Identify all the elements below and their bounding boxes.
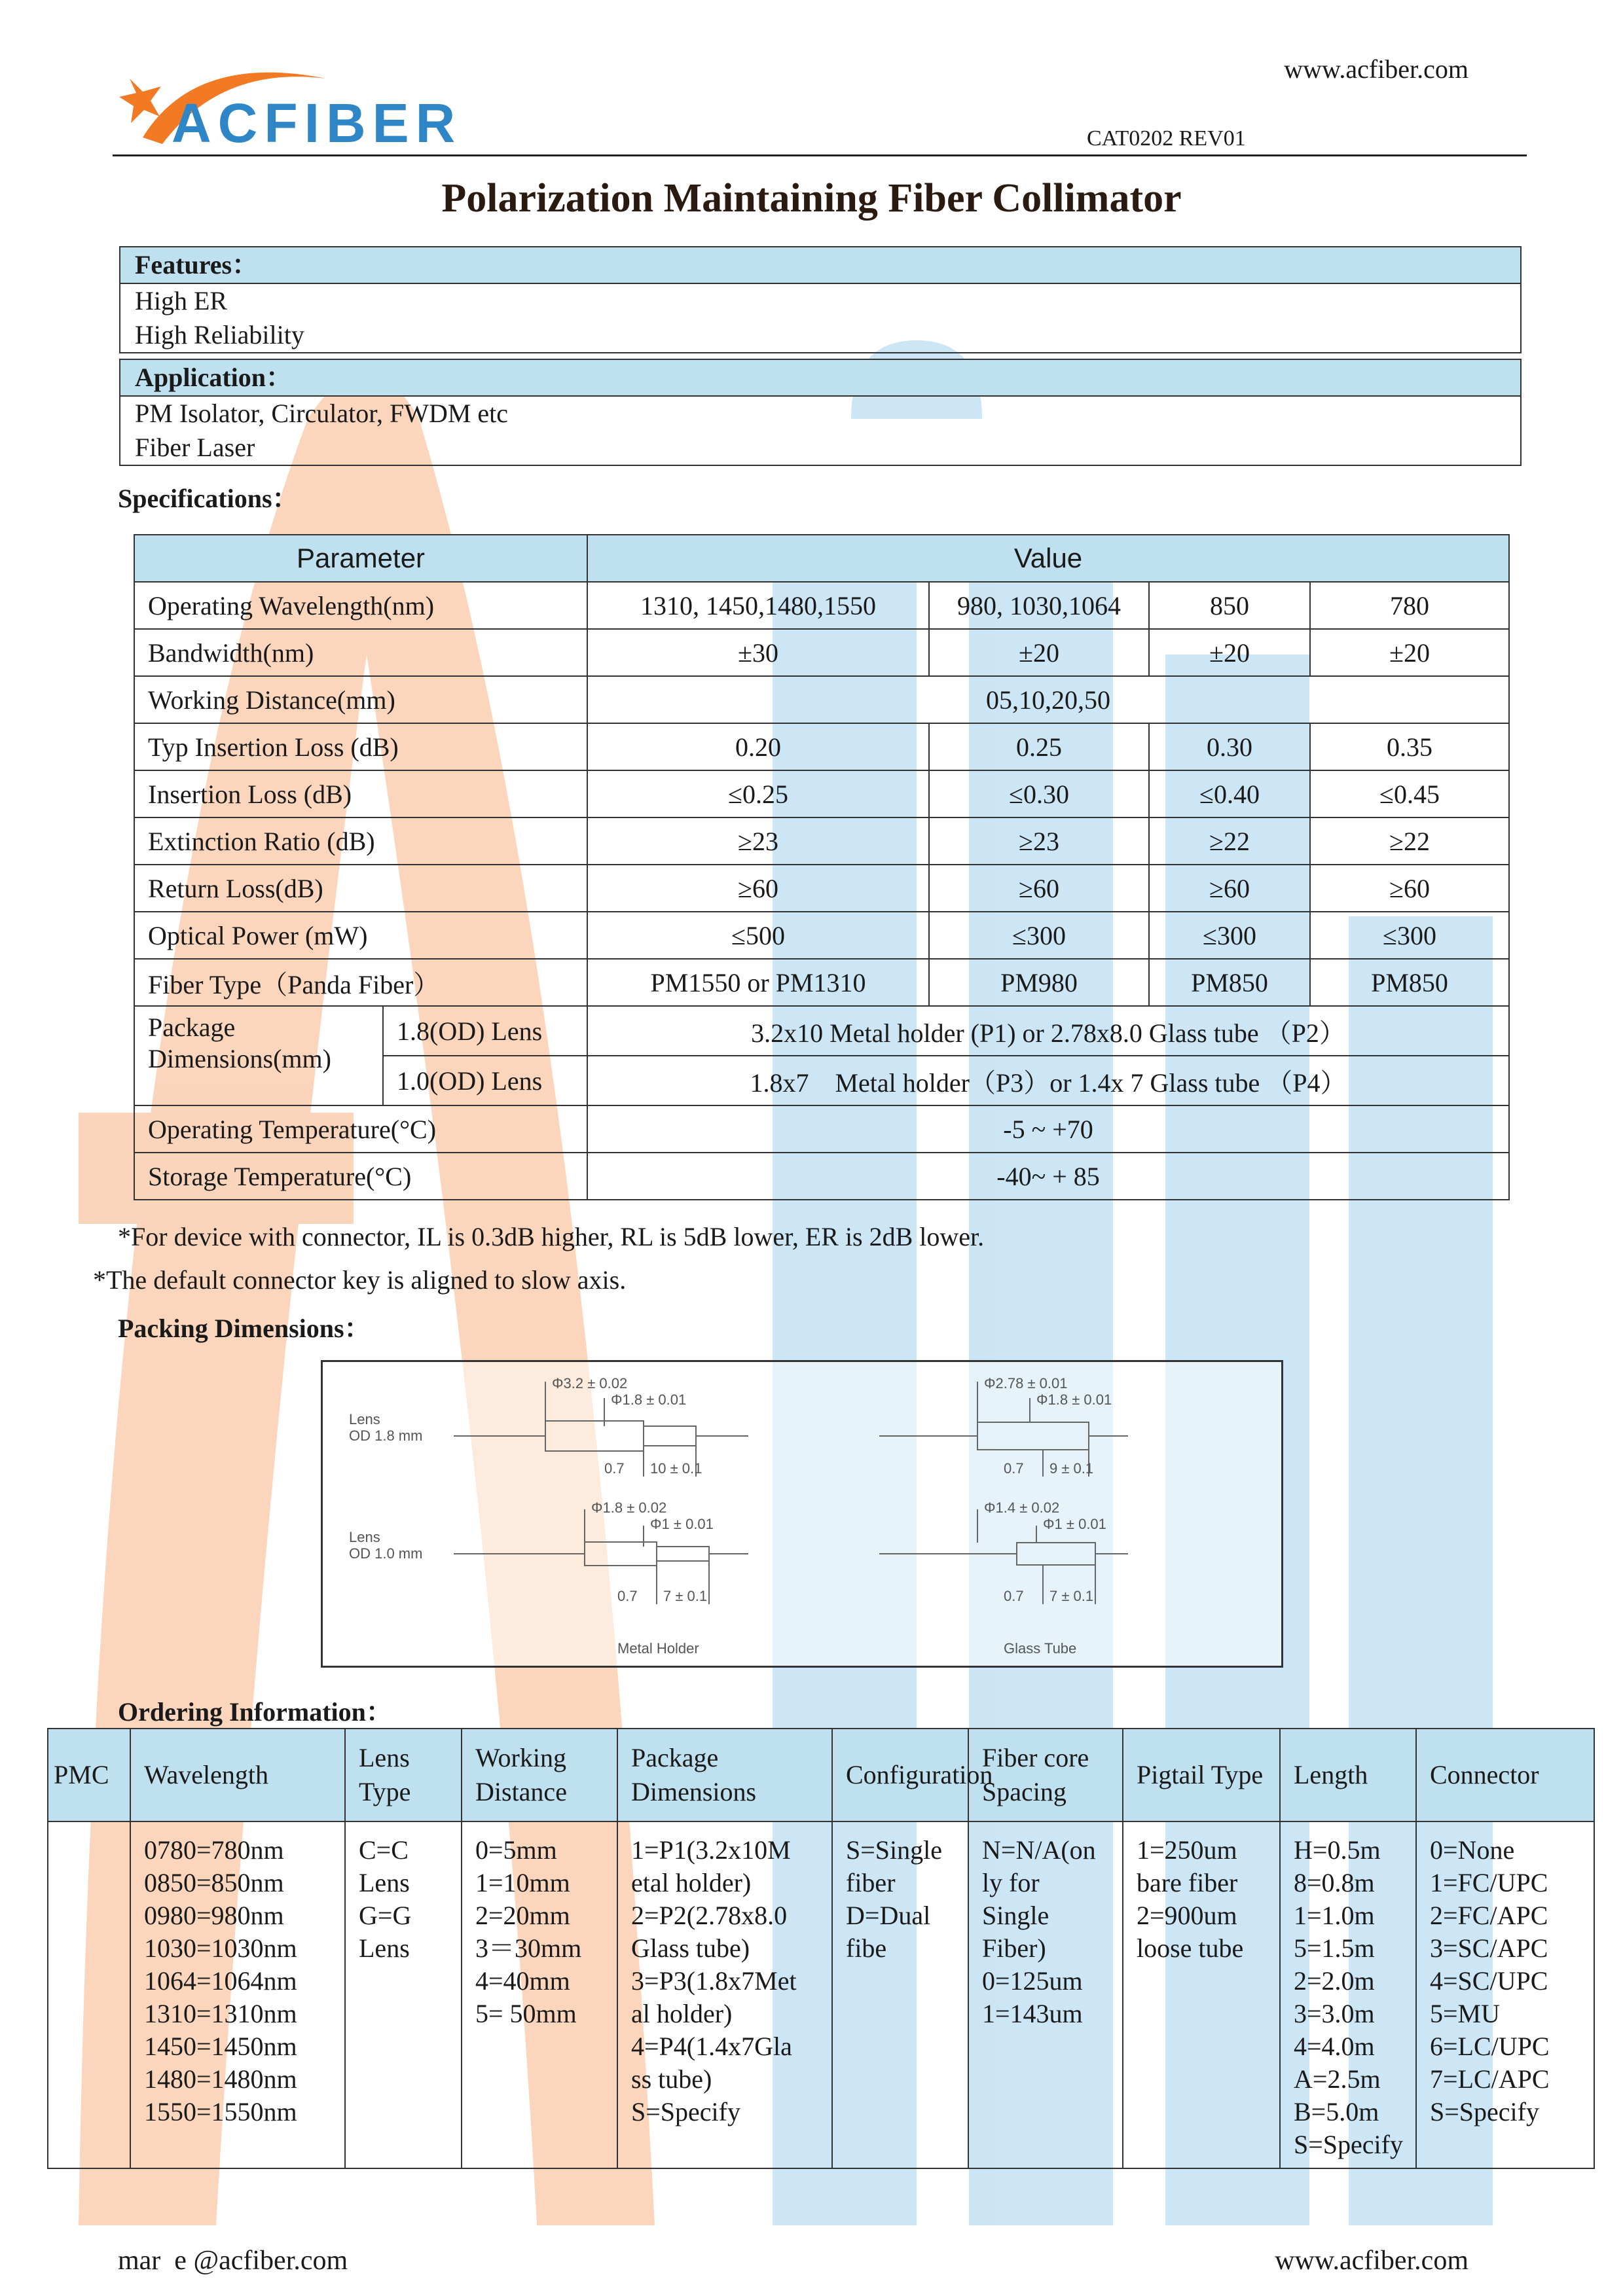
spec-row [134,1105,1509,1153]
spec-value: ≤500 [587,912,929,959]
spec-value: 850 [1149,582,1310,629]
metal-holder-caption: Metal Holder [617,1640,699,1657]
ordering-option: 2=FC/APC [1430,1901,1548,1930]
spec-header-parameter: Parameter [134,535,587,582]
spec-param-package: Package Dimensions(mm) [134,1006,383,1105]
footer-website[interactable]: www.acfiber.com [1275,2246,1468,2276]
spec-row [134,912,1509,959]
spec-value: ≥22 [1310,817,1509,865]
p4-length-dim: 7 ± 0.1 [1049,1588,1094,1604]
ordering-option: fibe [846,1933,887,1963]
ordering-col-config [832,1821,968,2168]
lens-18-label-line1: Lens [349,1411,380,1427]
ordering-option: 0780=780nm [144,1835,284,1865]
glass-tube-caption: Glass Tube [1004,1640,1077,1657]
packing-heading: Packing Dimensions： [118,1314,371,1343]
spec-param: Extinction Ratio (dB) [134,817,587,865]
spec-param: Operating Temperature(°C) [134,1105,587,1153]
ordering-option: 1030=1030nm [144,1933,297,1963]
ordering-option: H=0.5m [1294,1835,1381,1865]
p4-outer-dim: Φ1.4 ± 0.02 [984,1499,1060,1516]
ordering-option: 1450=1450nm [144,2032,297,2061]
ordering-option: S=Specify [631,2097,740,2126]
ordering-option: 5=1.5m [1294,1933,1375,1963]
ordering-col-distance [462,1821,617,2168]
ordering-header-cell: PMC [48,1729,130,1821]
ordering-option: 4=40mm [475,1966,570,1996]
note-connector: *For device with connector, IL is 0.3dB higher, RL is 5dB lower, ER is 2dB lower. [118,1222,985,1251]
p2-outer-dim: Φ2.78 ± 0.01 [984,1375,1068,1391]
ordering-option: 0980=980nm [144,1901,284,1930]
ordering-col-pmc [48,1821,130,2168]
ordering-option: Glass tube) [631,1933,750,1963]
spec-value: ≤0.30 [929,770,1149,817]
ordering-option: loose tube [1137,1933,1244,1963]
ordering-col-wavelength [130,1821,345,2168]
spec-value-span: -40~ + 85 [587,1153,1509,1200]
ordering-option: bare fiber [1137,1868,1238,1897]
p1-length-dim: 10 ± 0.1 [650,1460,702,1477]
spec-param: Typ Insertion Loss (dB) [134,723,587,770]
spec-value: ≥23 [929,817,1149,865]
ordering-option: G=G [359,1901,412,1930]
catalog-number: CAT0202 REV01 [1087,126,1246,151]
application-heading: Application： [120,360,1520,397]
ordering-option: 0=5mm [475,1835,557,1865]
ordering-header-cell: Connector [1416,1729,1594,1821]
ordering-option: 1=FC/UPC [1430,1868,1548,1897]
application-box [119,359,1522,466]
spec-param: Fiber Type（Panda Fiber） [134,959,587,1006]
spec-param: Operating Wavelength(nm) [134,582,587,629]
lens-18-label-line2: OD 1.8 mm [349,1427,423,1444]
ordering-option: 0=125um [982,1966,1083,1996]
spec-value: ≥22 [1149,817,1310,865]
ordering-header-cell: Working Distance [462,1729,617,1821]
spec-row [134,817,1509,865]
ordering-option: 1064=1064nm [144,1966,297,1996]
ordering-option: S=Specify [1430,2097,1539,2126]
ordering-option: 3=P3(1.8x7Met [631,1966,797,1996]
spec-value: 0.30 [1149,723,1310,770]
spec-row [134,629,1509,676]
features-heading: Features： [120,247,1520,284]
ordering-option: 2=P2(2.78x8.0 [631,1901,788,1930]
lens-10-label-line2: OD 1.0 mm [349,1545,423,1562]
ordering-header-cell: Length [1280,1729,1416,1821]
spec-value: ≤0.45 [1310,770,1509,817]
ordering-option: 3=3.0m [1294,1999,1375,2028]
spec-header-value: Value [587,535,1509,582]
spec-param: Optical Power (mW) [134,912,587,959]
ordering-option: S=Specify [1294,2130,1403,2159]
feature-item: High Reliability [135,320,304,350]
spec-value: 0.25 [929,723,1149,770]
ordering-option: 2=2.0m [1294,1966,1375,1996]
lens-10-label-line1: Lens [349,1529,380,1545]
spec-value: ≤300 [1310,912,1509,959]
ordering-option: 8=0.8m [1294,1868,1375,1897]
ordering-option: Lens [359,1868,410,1897]
ordering-option: 3＝30mm [475,1933,582,1963]
ordering-option: 1550=1550nm [144,2097,297,2126]
feature-item: High ER [135,286,228,315]
ordering-col-lens [345,1821,462,2168]
ordering-option: 5=MU [1430,1999,1501,2028]
spec-lens-type: 1.0(OD) Lens [383,1056,587,1105]
p3-length-dim: 7 ± 0.1 [663,1588,708,1604]
spec-value: PM850 [1310,959,1509,1006]
ordering-option: etal holder) [631,1868,752,1897]
ordering-header-cell: Package Dimensions [617,1729,832,1821]
ordering-option: 4=4.0m [1294,2032,1375,2061]
spec-value: ≥23 [587,817,929,865]
spec-row [134,676,1509,723]
spec-param: Storage Temperature(°C) [134,1153,587,1200]
p1-inner-dim: Φ1.8 ± 0.01 [611,1391,687,1408]
spec-value-span: 05,10,20,50 [587,676,1509,723]
ordering-option: 0=None [1430,1835,1515,1865]
brand-logo-text: ACFIBER [172,92,462,154]
spec-param: Insertion Loss (dB) [134,770,587,817]
ordering-col-pigtail [1123,1821,1280,2168]
p2-length-dim: 9 ± 0.1 [1049,1460,1094,1477]
spec-row [134,959,1509,1006]
note-connector-key: *The default connector key is aligned to slow axis. [93,1265,627,1295]
ordering-option: 1=1.0m [1294,1901,1375,1930]
ordering-option: fiber [846,1868,896,1897]
spec-value: ±20 [1149,629,1310,676]
spec-value: PM980 [929,959,1149,1006]
spec-row [134,723,1509,770]
ordering-option: Single [982,1901,1049,1930]
ordering-option: C=C [359,1835,409,1865]
ordering-table [47,1728,1595,2169]
ordering-option: 1480=1480nm [144,2064,297,2094]
p4-gap-dim: 0.7 [1004,1588,1024,1604]
ordering-header-cell: Fiber core Spacing [968,1729,1123,1821]
spec-header-row [134,535,1509,582]
spec-value: ≤300 [929,912,1149,959]
ordering-header-cell: Wavelength [130,1729,345,1821]
ordering-option: 7=LC/APC [1430,2064,1550,2094]
spec-value: ≤0.40 [1149,770,1310,817]
ordering-header-row [48,1729,1594,1821]
spec-value: PM850 [1149,959,1310,1006]
ordering-option: 2=20mm [475,1901,570,1930]
spec-value: 0.35 [1310,723,1509,770]
ordering-option: 1310=1310nm [144,1999,297,2028]
p4-inner-dim: Φ1 ± 0.01 [1043,1516,1106,1532]
spec-value: ±20 [1310,629,1509,676]
spec-param: Working Distance(mm) [134,676,587,723]
ordering-options-row [48,1821,1594,2168]
header-divider [113,154,1527,156]
spec-value: ±20 [929,629,1149,676]
ordering-option: 0850=850nm [144,1868,284,1897]
spec-value: ≤300 [1149,912,1310,959]
ordering-col-length [1280,1821,1416,2168]
ordering-option: ss tube) [631,2064,712,2094]
ordering-option: 1=P1(3.2x10M [631,1835,791,1865]
p3-gap-dim: 0.7 [617,1588,638,1604]
specifications-heading: Specifications： [118,484,299,513]
spec-param: Bandwidth(nm) [134,629,587,676]
ordering-option: Lens [359,1933,410,1963]
ordering-option: 2=900um [1137,1901,1237,1930]
p1-gap-dim: 0.7 [604,1460,625,1477]
ordering-option: 4=SC/UPC [1430,1966,1548,1996]
spec-package-value: 1.8x7 Metal holder（P3）or 1.4x 7 Glass tube （P4） [587,1056,1509,1105]
p2-inner-dim: Φ1.8 ± 0.01 [1036,1391,1112,1408]
ordering-option: D=Dual [846,1901,931,1930]
page-title: Polarization Maintaining Fiber Collimator [441,176,1182,221]
spec-value: ≥60 [929,865,1149,912]
packing-dimensions-drawing [321,1360,1283,1668]
ordering-option: S=Single [846,1835,943,1865]
ordering-option: 6=LC/UPC [1430,2032,1550,2061]
ordering-option: 1=143um [982,1999,1083,2028]
ordering-header-cell: Configuration [832,1729,968,1821]
ordering-header-cell: Lens Type [345,1729,462,1821]
spec-lens-type: 1.8(OD) Lens [383,1006,587,1056]
spec-value: ≥60 [1310,865,1509,912]
spec-value: 980, 1030,1064 [929,582,1149,629]
p3-inner-dim: Φ1 ± 0.01 [650,1516,714,1532]
ordering-col-spacing [968,1821,1123,2168]
spec-row-package [134,1006,1509,1056]
spec-row [134,770,1509,817]
website-header[interactable]: www.acfiber.com [1284,54,1468,84]
ordering-option: 4=P4(1.4x7Gla [631,2032,792,2061]
ordering-option: al holder) [631,1999,733,2028]
ordering-option: Fiber) [982,1933,1046,1963]
spec-value-span: -5 ~ +70 [587,1105,1509,1153]
ordering-col-connector [1416,1821,1594,2168]
spec-value: PM1550 or PM1310 [587,959,929,1006]
ordering-heading: Ordering Information： [118,1697,392,1727]
p2-gap-dim: 0.7 [1004,1460,1024,1477]
ordering-col-package [617,1821,832,2168]
spec-value: ≥60 [587,865,929,912]
spec-param: Return Loss(dB) [134,865,587,912]
ordering-option: 3=SC/APC [1430,1933,1548,1963]
ordering-option: B=5.0m [1294,2097,1379,2126]
spec-row [134,865,1509,912]
ordering-option: 1=10mm [475,1868,570,1897]
ordering-option: A=2.5m [1294,2064,1381,2094]
specifications-table [134,534,1510,1200]
spec-value: ≤0.25 [587,770,929,817]
p3-outer-dim: Φ1.8 ± 0.02 [591,1499,667,1516]
spec-value: ≥60 [1149,865,1310,912]
application-item: Fiber Laser [135,433,255,462]
ordering-option: 1=250um [1137,1835,1237,1865]
p1-outer-dim: Φ3.2 ± 0.02 [552,1375,628,1391]
ordering-header-cell: Pigtail Type [1123,1729,1280,1821]
spec-row [134,582,1509,629]
spec-row [134,1153,1509,1200]
spec-value: 0.20 [587,723,929,770]
ordering-option: N=N/A(on [982,1835,1096,1865]
spec-value: 1310, 1450,1480,1550 [587,582,929,629]
spec-value: 780 [1310,582,1509,629]
application-item: PM Isolator, Circulator, FWDM etc [135,399,509,428]
ordering-option: 5= 50mm [475,1999,577,2028]
footer-email[interactable]: mar e @acfiber.com [118,2246,348,2276]
spec-package-value: 3.2x10 Metal holder (P1) or 2.78x8.0 Glass tube （P2） [587,1006,1509,1056]
spec-value: ±30 [587,629,929,676]
ordering-option: ly for [982,1868,1040,1897]
features-box [119,246,1522,353]
